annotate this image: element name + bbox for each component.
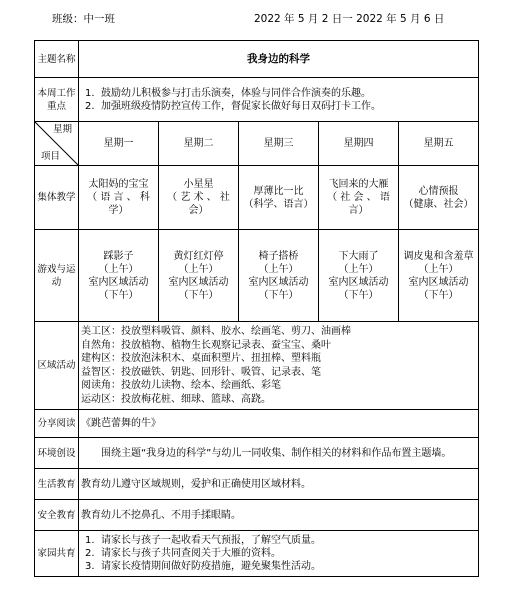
group-teaching-row xyxy=(35,166,479,230)
area-item: 自然角：投放植物、植物生长观察记录表、蚕宝宝、桑叶 xyxy=(81,339,331,351)
day-monday: 星期一 xyxy=(79,122,159,166)
teaching-cell: 心情预报 （健康、社会） xyxy=(399,166,479,230)
reading-row xyxy=(35,410,479,438)
areas-content xyxy=(79,322,479,410)
life-row xyxy=(35,469,479,500)
game-cell: 椅子搭桥 （上午） 室内区域活动 （下午） xyxy=(239,230,319,322)
area-item: 建构区：投放泡沫积木、桌面积塑片、扭扭棒、塑料瓶 xyxy=(81,353,321,364)
teaching-cell: 厚薄比一比 （科学、语言） xyxy=(239,166,319,230)
home-item: 2. 请家长与孩子共同查阅关于大雁的资料。 xyxy=(85,548,281,559)
safety-row xyxy=(35,500,479,531)
theme-value: 我身边的科学 xyxy=(79,41,479,78)
focus-content xyxy=(79,78,479,122)
area-item: 美工区：投放塑料吸管、颜料、胶水、绘画笔、剪刀、油画棒 xyxy=(81,326,351,337)
game-cell: 下大雨了 （上午） 室内区域活动 （下午） xyxy=(319,230,399,322)
theme-row xyxy=(35,41,479,78)
diagonal-header-cell xyxy=(35,122,79,166)
safety-label: 安全教育 xyxy=(35,500,79,531)
teaching-cell: 飞回来的大雁 （ 社 会 、 语言） xyxy=(319,166,399,230)
group-teaching-label: 集体教学 xyxy=(35,166,79,230)
games-label: 游戏与运动 xyxy=(35,230,79,322)
areas-label: 区域活动 xyxy=(35,322,79,410)
areas-row xyxy=(35,322,479,410)
home-row xyxy=(35,531,479,577)
weekly-plan-table xyxy=(34,40,479,577)
area-item: 益智区：投放磁铁、钥匙、回形针、吸管、记录表、笔 xyxy=(81,366,321,378)
area-item: 运动区：投放梅花桩、细球、篮球、高跷。 xyxy=(81,393,271,405)
reading-label: 分享阅读 xyxy=(35,410,79,438)
theme-label: 主题名称 xyxy=(35,41,79,78)
focus-item: 1. 鼓励幼儿积极参与打击乐演奏，体验与同伴合作演奏的乐趣。 xyxy=(85,87,371,99)
game-cell: 调皮鬼和含羞草 （上午） 室内区域活动 （下午） xyxy=(399,230,479,322)
corner-weekday-label: 星期 xyxy=(52,124,72,135)
life-label: 生活教育 xyxy=(35,469,79,500)
reading-value: 《跳芭蕾舞的牛》 xyxy=(79,410,479,438)
environment-row xyxy=(35,438,479,469)
class-label: 班级：中一班 xyxy=(52,13,115,25)
home-list xyxy=(81,534,476,573)
focus-item: 2. 加强班级疫情防控宣传工作，督促家长做好每日双码打卡工作。 xyxy=(85,100,381,112)
life-value: 教育幼儿遵守区域规则，爱护和正确使用区域材料。 xyxy=(79,469,479,500)
day-wednesday: 星期三 xyxy=(239,122,319,166)
focus-list xyxy=(81,87,476,113)
focus-row xyxy=(35,78,479,122)
game-cell: 踩影子 （上午） 室内区域活动 （下午） xyxy=(79,230,159,322)
home-content xyxy=(79,531,479,577)
games-row xyxy=(35,230,479,322)
area-item: 阅读角：投放幼儿读物、绘本、绘画纸、彩笔 xyxy=(81,380,281,391)
day-tuesday: 星期二 xyxy=(159,122,239,166)
teaching-cell: 小星星 （ 艺 术 、 社会） xyxy=(159,166,239,230)
home-label: 家园共育 xyxy=(35,531,79,577)
safety-value: 教育幼儿不挖鼻孔、不用手揉眼睛。 xyxy=(79,500,479,531)
document-header xyxy=(0,10,506,28)
day-friday: 星期五 xyxy=(399,122,479,166)
environment-label: 环境创设 xyxy=(35,438,79,469)
game-cell: 黄灯红灯停 （上午） 室内区域活动 （下午） xyxy=(159,230,239,322)
home-item: 1. 请家长与孩子一起收看天气预报，了解空气质量。 xyxy=(85,535,321,546)
environment-value: 围绕主题“我身边的科学”与幼儿一同收集、制作相关的材料和作品布置主题墙。 xyxy=(79,438,479,469)
home-item: 3. 请家长疫情期间做好防疫措施，避免聚集性活动。 xyxy=(85,561,321,572)
corner-item-label: 项目 xyxy=(41,151,61,162)
focus-label: 本周工作重点 xyxy=(35,78,79,122)
day-thursday: 星期四 xyxy=(319,122,399,166)
date-range: 2022 年 5 月 2 日一 2022 年 5 月 6 日 xyxy=(254,13,445,25)
teaching-cell: 太阳妈的宝宝 （ 语 言 、 科 学） xyxy=(79,166,159,230)
day-header-row xyxy=(35,122,479,166)
